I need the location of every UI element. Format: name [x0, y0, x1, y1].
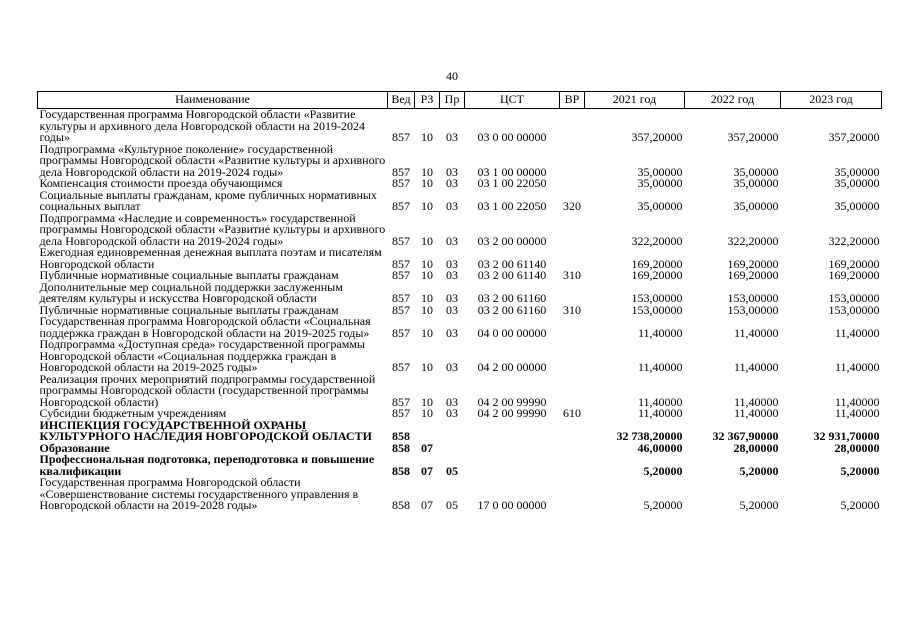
row-amount-2023: 11,40000: [834, 325, 880, 340]
row-amount-2021: 11,40000: [637, 394, 683, 409]
row-cst: [465, 443, 560, 455]
row-rz: 10: [421, 360, 433, 374]
column-header-2023: 2023 год: [781, 92, 882, 109]
row-vr: [560, 374, 585, 409]
row-cst: 03 1 00 22050: [477, 199, 547, 213]
row-name: Социальные выплаты гражданам, кроме публичных нормативных социальных выплат: [39, 187, 377, 213]
row-ved: 857: [392, 199, 410, 213]
row-vr: [560, 316, 585, 339]
row-rz: 10: [421, 406, 433, 420]
row-cst: 03 2 00 00000: [477, 233, 547, 248]
row-amount-2022: 11,40000: [733, 394, 779, 409]
row-pr: 03: [446, 325, 458, 340]
table-row: [38, 190, 882, 213]
table-row: [38, 420, 882, 443]
row-cst: 03 2 00 61140: [477, 268, 547, 282]
row-vr: [560, 247, 585, 270]
row-name: Компенсация стоимости проезда обучающимся: [39, 176, 283, 190]
row-amount-2022: 35,00000: [733, 199, 779, 213]
row-name: Государственная программа Новгородской области «Социальная поддержка граждан в Новгородской области на 2019-2025 годы»: [39, 314, 371, 340]
row-amount-2021: 153,00000: [631, 291, 683, 305]
table-row: [38, 109, 882, 144]
row-amount-2023: 322,20000: [828, 233, 880, 248]
row-amount-2022: 28,00000: [733, 440, 779, 455]
row-amount-2022: 35,00000: [733, 176, 779, 190]
row-rz: 07: [421, 463, 433, 478]
row-vr: [560, 144, 585, 179]
row-amount-2023: 11,40000: [834, 406, 880, 420]
table-row: [38, 339, 882, 374]
row-ved: 857: [392, 302, 410, 317]
table-row: [38, 247, 882, 270]
row-ved: 858: [392, 463, 410, 478]
row-pr: [440, 443, 465, 455]
row-pr: 03: [446, 256, 458, 271]
row-amount-2023: 5,20000: [840, 498, 880, 512]
row-vr: [560, 477, 585, 512]
row-amount-2022: 169,20000: [727, 268, 779, 282]
row-name: Государственная программа Новгородской области «Совершенствование системы государственного управления в Новгородской области на 2019-2028 годы»: [39, 475, 359, 512]
row-amount-2023: 11,40000: [834, 360, 880, 374]
row-pr: 03: [446, 130, 458, 144]
row-amount-2022: 11,40000: [733, 360, 779, 374]
row-amount-2021: 35,00000: [637, 199, 683, 213]
row-rz: 10: [421, 256, 433, 271]
row-rz: 10: [421, 199, 433, 213]
column-header-ved: Вед: [388, 92, 415, 109]
row-ved: 857: [392, 360, 410, 374]
row-amount-2023: 35,00000: [834, 164, 880, 179]
row-name: Подпрограмма «Доступная среда» государственной программы Новгородской области «Социальная поддержка граждан в Новгородской области на 2019-2025 годы»: [39, 337, 365, 374]
row-rz: 10: [421, 325, 433, 340]
row-name: Подпрограмма «Культурное поколение» государственной программы Новгородской области «Развитие культуры и архивного дела Новгородской области на 2019-2024 годы»: [39, 141, 386, 179]
row-vr: [560, 109, 585, 144]
budget-table: [37, 91, 882, 512]
row-amount-2021: 153,00000: [631, 302, 683, 317]
row-ved: 858: [392, 429, 410, 443]
row-rz: [415, 420, 440, 443]
row-vr: [560, 282, 585, 305]
row-rz: 07: [421, 498, 433, 512]
row-amount-2023: 35,00000: [834, 199, 880, 213]
table-row: [38, 374, 882, 409]
table-row: [38, 282, 882, 305]
row-amount-2021: 46,00000: [637, 440, 683, 455]
row-ved: 857: [392, 164, 410, 179]
row-ved: 857: [392, 256, 410, 271]
row-amount-2021: 357,20000: [631, 130, 683, 144]
column-header-2022: 2022 год: [685, 92, 781, 109]
row-name: Публичные нормативные социальные выплаты гражданам: [39, 302, 339, 317]
row-amount-2023: 28,00000: [834, 440, 880, 455]
table-row: [38, 213, 882, 248]
row-rz: 10: [421, 164, 433, 179]
row-amount-2023: 5,20000: [840, 463, 880, 478]
row-amount-2022: 357,20000: [727, 130, 779, 144]
row-amount-2021: 35,00000: [637, 164, 683, 179]
row-rz: 10: [421, 302, 433, 317]
row-vr: [560, 178, 585, 190]
table-body: [38, 109, 882, 512]
column-header-name: Наименование: [38, 92, 388, 109]
table-row: [38, 477, 882, 512]
row-amount-2023: 153,00000: [828, 291, 880, 305]
row-cst: 04 0 00 00000: [477, 325, 547, 340]
table-row: [38, 454, 882, 477]
row-amount-2022: 5,20000: [739, 463, 779, 478]
row-amount-2022: 153,00000: [727, 291, 779, 305]
row-vr: [560, 443, 585, 455]
column-header-2021: 2021 год: [585, 92, 685, 109]
row-name: ИНСПЕКЦИЯ ГОСУДАРСТВЕННОЙ ОХРАНЫ КУЛЬТУРНОГО НАСЛЕДИЯ НОВГОРОДСКОЙ ОБЛАСТИ: [39, 417, 372, 443]
row-rz: 10: [421, 394, 433, 409]
row-pr: [440, 420, 465, 443]
row-vr: 610: [563, 406, 581, 420]
row-amount-2023: 169,20000: [828, 268, 880, 282]
row-amount-2023: 11,40000: [834, 394, 880, 409]
row-vr: [560, 454, 585, 477]
row-amount-2021: 169,20000: [631, 256, 683, 271]
page-number: 40: [446, 69, 458, 83]
row-rz: 10: [421, 268, 433, 282]
table-row: [38, 144, 882, 179]
row-amount-2022: 169,20000: [727, 256, 779, 271]
row-pr: 03: [446, 268, 458, 282]
row-pr: 03: [446, 199, 458, 213]
row-amount-2022: 11,40000: [733, 406, 779, 420]
row-cst: 04 2 00 99990: [477, 406, 547, 420]
row-pr: 03: [446, 302, 458, 317]
row-ved: 857: [392, 394, 410, 409]
row-amount-2022: 32 367,90000: [712, 429, 779, 443]
row-name: Профессиональная подготовка, переподготовка и повышение квалификации: [39, 452, 375, 478]
row-ved: 857: [392, 325, 410, 340]
row-cst: 03 2 00 61160: [477, 302, 547, 317]
row-vr: [560, 420, 585, 443]
row-cst: [465, 420, 560, 443]
row-amount-2023: 35,00000: [834, 176, 880, 190]
row-cst: 04 2 00 00000: [477, 360, 547, 374]
column-header-vr: ВР: [560, 92, 585, 109]
row-cst: [465, 454, 560, 477]
row-pr: 03: [446, 176, 458, 190]
row-pr: 03: [446, 406, 458, 420]
row-ved: 857: [392, 176, 410, 190]
row-amount-2022: 5,20000: [739, 498, 779, 512]
row-name: Субсидии бюджетным учреждениям: [39, 406, 227, 420]
row-vr: 320: [563, 199, 581, 213]
row-amount-2022: 153,00000: [727, 302, 779, 317]
row-cst: 03 0 00 00000: [477, 130, 547, 144]
row-ved: 857: [392, 291, 410, 305]
row-amount-2021: 11,40000: [637, 406, 683, 420]
row-rz: 10: [421, 130, 433, 144]
row-vr: [560, 339, 585, 374]
row-ved: 857: [392, 233, 410, 248]
row-name: Реализация прочих мероприятий подпрограммы государственной программы Новгородской области (государственной программы Новгородской области): [39, 371, 376, 409]
table-header-row: [38, 92, 882, 109]
row-pr: 03: [446, 233, 458, 248]
row-amount-2021: 5,20000: [643, 498, 683, 512]
row-rz: 07: [421, 440, 433, 455]
row-amount-2022: 35,00000: [733, 164, 779, 179]
row-cst: 17 0 00 00000: [477, 498, 547, 512]
row-ved: 858: [392, 440, 410, 455]
row-pr: 03: [446, 164, 458, 179]
column-header-cst: ЦСТ: [465, 92, 560, 109]
row-amount-2021: 5,20000: [643, 463, 683, 478]
row-name: Публичные нормативные социальные выплаты гражданам: [39, 268, 339, 282]
row-amount-2022: 322,20000: [727, 233, 779, 248]
row-ved: 857: [392, 406, 410, 420]
row-ved: 858: [392, 498, 410, 512]
column-header-pr: Пр: [440, 92, 465, 109]
row-amount-2021: 35,00000: [637, 176, 683, 190]
row-vr: 310: [563, 268, 581, 282]
row-vr: [560, 213, 585, 248]
row-amount-2023: 153,00000: [828, 302, 880, 317]
row-amount-2023: 357,20000: [828, 130, 880, 144]
row-name: Дополнительные мер социальной поддержки заслуженным деятелям культуры и искусства Новгородской области: [39, 279, 343, 305]
row-amount-2021: 322,20000: [631, 233, 683, 248]
row-pr: 05: [446, 498, 458, 512]
row-cst: 03 1 00 22050: [477, 176, 547, 190]
row-cst: 03 2 00 61140: [477, 256, 547, 271]
row-cst: 04 2 00 99990: [477, 394, 547, 409]
row-pr: 03: [446, 291, 458, 305]
row-ved: 857: [392, 268, 410, 282]
row-ved: 857: [392, 130, 410, 144]
row-rz: 10: [421, 291, 433, 305]
row-name: Подпрограмма «Наследие и современность» государственной программы Новгородской области «Развитие культуры и архивного дела Новгородской области на 2019-2024 годы»: [39, 210, 386, 248]
row-amount-2021: 11,40000: [637, 360, 683, 374]
row-name: Государственная программа Новгородской области «Развитие культуры и архивного дела Новгородской области на 2019-2024 годы»: [39, 107, 365, 144]
row-pr: 03: [446, 394, 458, 409]
row-name: Ежегодная единовременная денежная выплата поэтам и писателям Новгородской области: [39, 245, 382, 271]
row-name: Образование: [39, 440, 110, 455]
row-amount-2021: 32 738,20000: [616, 429, 683, 443]
row-cst: 03 1 00 00000: [477, 164, 547, 179]
row-rz: 10: [421, 176, 433, 190]
row-amount-2023: 32 931,70000: [813, 429, 880, 443]
row-amount-2022: 11,40000: [733, 325, 779, 340]
row-pr: 05: [446, 463, 458, 478]
row-rz: 10: [421, 233, 433, 248]
row-pr: 03: [446, 360, 458, 374]
row-cst: 03 2 00 61160: [477, 291, 547, 305]
row-amount-2023: 169,20000: [828, 256, 880, 271]
row-amount-2021: 11,40000: [637, 325, 683, 340]
row-vr: 310: [563, 302, 581, 317]
column-header-rz: РЗ: [415, 92, 440, 109]
row-amount-2021: 169,20000: [631, 268, 683, 282]
table-row: [38, 316, 882, 339]
